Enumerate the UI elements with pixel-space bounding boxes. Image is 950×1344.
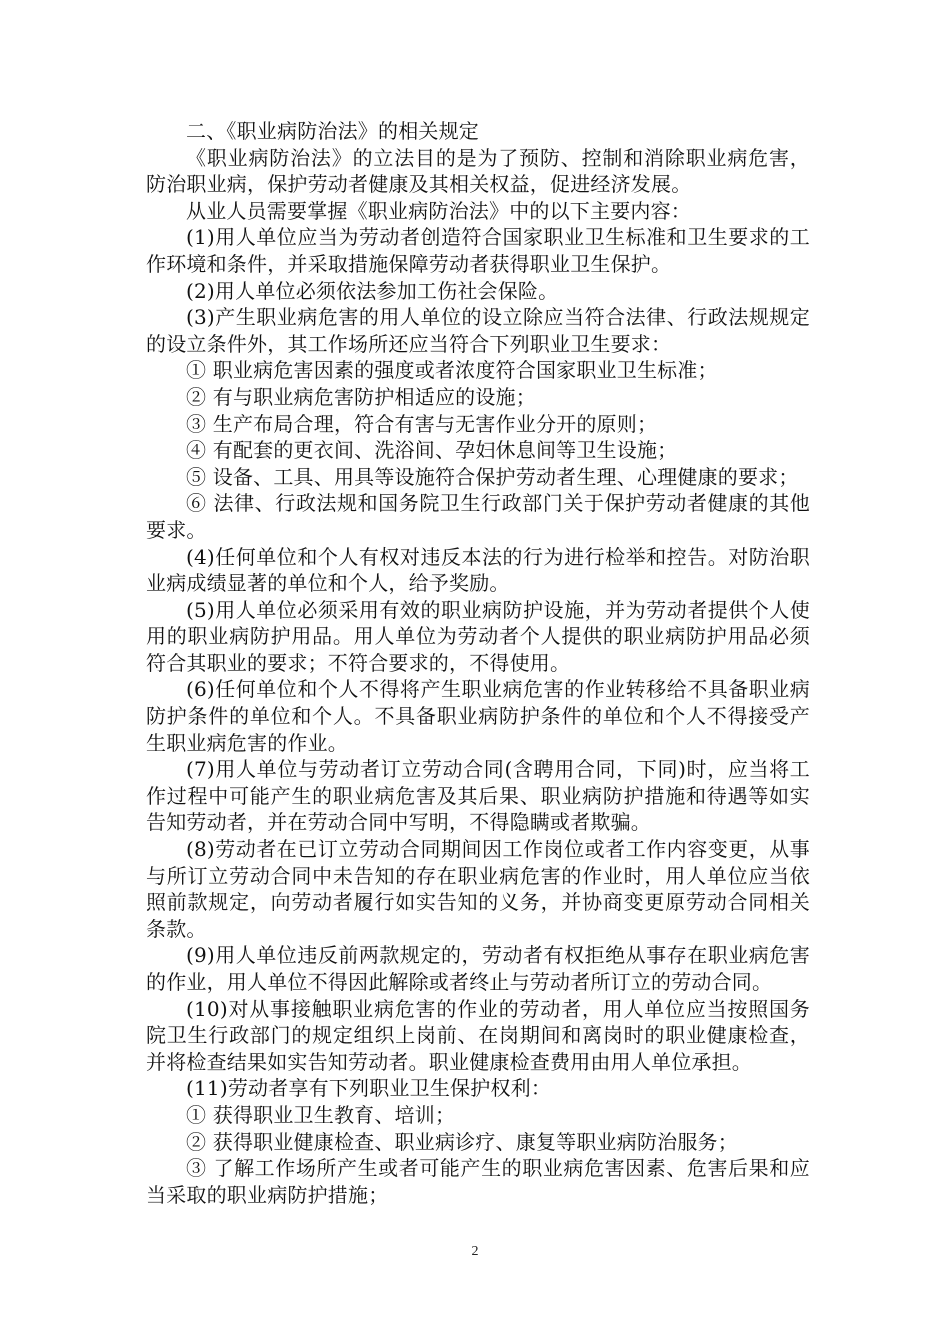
paragraph: (7)用人单位与劳动者订立劳动合同(含聘用合同，下同)时，应当将工作过程中可能产生的职业病危害及其后果、职业病防护措施和待遇等如实告知劳动者，并在劳动合同中写明，不得隐瞒或者欺骗。 (146, 757, 810, 835)
list-item: ① 获得职业卫生教育、培训； (186, 1102, 456, 1127)
page-number: 2 (471, 1244, 479, 1259)
paragraph: (4)任何单位和个人有权对违反本法的行为进行检举和控告。对防治职业病成绩显著的单位和个人，给予奖励。 (146, 544, 810, 596)
paragraph: 从业人员需要掌握《职业病防治法》中的以下主要内容： (186, 198, 691, 223)
paragraph: (2)用人单位必须依法参加工伤社会保险。 (186, 278, 559, 303)
list-item: ② 获得职业健康检查、职业病诊疗、康复等职业病防治服务； (186, 1129, 738, 1154)
section-heading: 二、《职业病防治法》的相关规定 (186, 119, 479, 143)
paragraph: (6)任何单位和个人不得将产生职业病危害的作业转移给不具备职业病防护条件的单位和个人。不具备职业病防护条件的单位和个人不得接受产生职业病危害的作业。 (146, 677, 810, 755)
list-item: ③ 生产布局合理，符合有害与无害作业分开的原则； (186, 411, 658, 436)
list-item: ⑤ 设备、工具、用具等设施符合保护劳动者生理、心理健康的要求； (186, 464, 799, 489)
list-item: ④ 有配套的更衣间、洗浴间、孕妇休息间等卫生设施； (186, 438, 678, 463)
list-item: ⑥ 法律、行政法规和国务院卫生行政部门关于保护劳动者健康的其他要求。 (146, 491, 810, 542)
document-body (146, 118, 810, 1208)
paragraph: 《职业病防治法》的立法目的是为了预防、控制和消除职业病危害，防治职业病，保护劳动者健康及其相关权益，促进经济发展。 (146, 145, 810, 197)
paragraph: (3)产生职业病危害的用人单位的设立除应当符合法律、行政法规规定的设立条件外，其工作场所还应当符合下列职业卫生要求： (146, 305, 810, 356)
paragraph: (9)用人单位违反前两款规定的，劳动者有权拒绝从事存在职业病危害的作业，用人单位不得因此解除或者终止与劳动者所订立的劳动合同。 (146, 943, 810, 994)
list-item: ③ 了解工作场所产生或者可能产生的职业病危害因素、危害后果和应当采取的职业病防护措施； (146, 1156, 810, 1207)
paragraph: (10)对从事接触职业病危害的作业的劳动者，用人单位应当按照国务院卫生行政部门的规定组织上岗前、在岗期间和离岗时的职业健康检查，并将检查结果如实告知劳动者。职业健康检查费用由用人单位承担。 (146, 996, 810, 1074)
list-item: ② 有与职业病危害防护相适应的设施； (186, 384, 536, 409)
paragraph: (5)用人单位必须采用有效的职业病防护设施，并为劳动者提供个人使用的职业病防护用品。用人单位为劳动者个人提供的职业病防护用品必须符合其职业的要求；不符合要求的，不得使用。 (146, 597, 810, 675)
paragraph: (8)劳动者在已订立劳动合同期间因工作岗位或者工作内容变更，从事与所订立劳动合同中未告知的存在职业病危害的作业时，用人单位应当依照前款规定，向劳动者履行如实告知的义务，并协商变更原劳动合同相关条款。 (146, 837, 810, 941)
paragraph: (11)劳动者享有下列职业卫生保护权利： (186, 1076, 552, 1101)
list-item: ① 职业病危害因素的强度或者浓度符合国家职业卫生标准； (186, 358, 718, 383)
paragraph: (1)用人单位应当为劳动者创造符合国家职业卫生标准和卫生要求的工作环境和条件，并采取措施保障劳动者获得职业卫生保护。 (146, 225, 810, 276)
